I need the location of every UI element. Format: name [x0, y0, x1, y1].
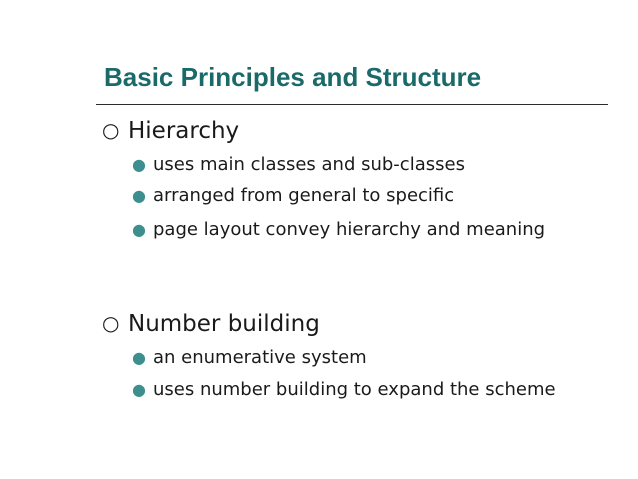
dot-bullet-icon: ● — [132, 380, 146, 399]
dot-bullet-icon: ● — [132, 155, 146, 174]
slide-title: Basic Principles and Structure — [104, 62, 482, 92]
dot-bullet-icon: ● — [132, 348, 146, 367]
section-heading: Hierarchy — [128, 118, 240, 144]
hollow-circle-bullet-icon: ○ — [102, 118, 120, 142]
dot-bullet-icon: ● — [132, 220, 146, 239]
list-item-text: arranged from general to specific — [153, 185, 455, 206]
hollow-circle-bullet-icon: ○ — [102, 311, 120, 335]
title-divider — [96, 104, 608, 105]
list-item-text: uses main classes and sub-classes — [153, 154, 465, 175]
list-item-text: uses number building to expand the scheme — [153, 379, 556, 400]
list-item-text: an enumerative system — [153, 347, 367, 368]
list-item-text: page layout convey hierarchy and meaning — [153, 219, 546, 240]
dot-bullet-icon: ● — [132, 186, 146, 205]
section-heading: Number building — [128, 311, 320, 337]
